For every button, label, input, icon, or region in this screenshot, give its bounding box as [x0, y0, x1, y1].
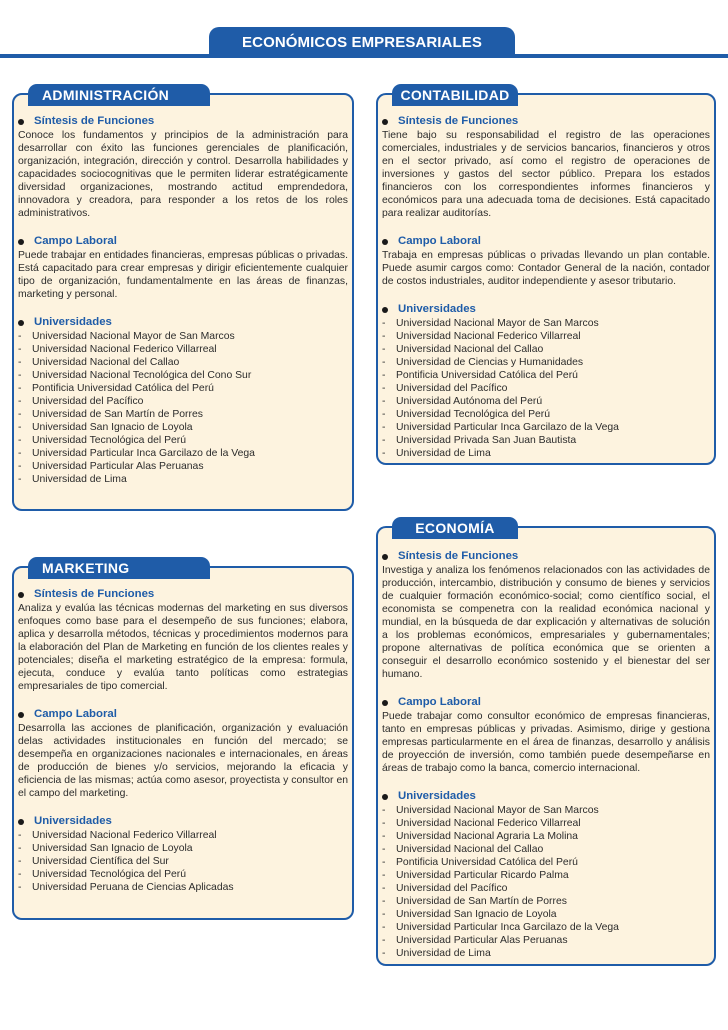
card-title-contabilidad: CONTABILIDAD [392, 84, 518, 106]
list-item [382, 934, 710, 947]
list-marker: - [382, 870, 386, 881]
page-title: ECONÓMICOS EMPRESARIALES [209, 27, 515, 57]
list-marker: - [382, 818, 386, 829]
university-name: Universidad de Ciencias y Humanidades [396, 357, 584, 368]
list-item [18, 829, 348, 842]
section-label: Universidades [398, 303, 476, 315]
university-name: Universidad Nacional del Callao [32, 357, 180, 368]
university-name: Universidad Autónoma del Perú [396, 396, 543, 407]
content-administracion [18, 114, 348, 486]
list-item [382, 869, 710, 882]
university-name: Universidad Nacional Mayor de San Marcos [32, 331, 235, 342]
section-heading-campo [18, 234, 348, 249]
list-marker: - [382, 448, 386, 459]
list-item [382, 330, 710, 343]
list-item [18, 855, 348, 868]
list-item [382, 356, 710, 369]
campo-text: Puede trabajar como consultor económico de empresas financieras, tanto en empresas públicas y privadas. Asimismo, dirige y gestiona empresas particularmente en el área de finanzas, desarrollo y análisis de proyección de inversión, como también puede desempeñarse en áreas de trabajo como la banca, comercio internacional. [382, 711, 710, 774]
university-name: Universidad Particular Inca Garcilazo de la Vega [396, 422, 619, 433]
list-marker: - [382, 909, 386, 920]
bullet-icon [382, 239, 388, 245]
content-economia [382, 549, 710, 960]
list-item [18, 395, 348, 408]
list-item [18, 343, 348, 356]
bullet-icon [18, 239, 24, 245]
university-list [382, 804, 710, 960]
list-item [382, 882, 710, 895]
list-marker: - [18, 856, 22, 867]
university-name: Universidad Nacional Tecnológica del Cono Sur [32, 370, 252, 381]
university-name: Universidad de San Martín de Porres [32, 409, 203, 420]
university-list [382, 317, 710, 460]
list-marker: - [18, 331, 22, 342]
list-marker: - [382, 396, 386, 407]
bullet-icon [18, 320, 24, 326]
university-name: Universidad de Lima [396, 448, 491, 459]
university-name: Universidad Nacional Agraria La Molina [396, 831, 578, 842]
list-marker: - [382, 331, 386, 342]
university-name: Universidad Nacional Mayor de San Marcos [396, 318, 599, 329]
section-label: Síntesis de Funciones [398, 550, 519, 562]
section-label: Campo Laboral [398, 235, 481, 247]
list-item [382, 382, 710, 395]
list-marker: - [18, 344, 22, 355]
card-title-administracion: ADMINISTRACIÓN [28, 84, 210, 106]
title-divider [0, 54, 728, 58]
list-marker: - [382, 435, 386, 446]
section-label: Universidades [34, 815, 112, 827]
section-label: Universidades [398, 790, 476, 802]
section-heading-sintesis [18, 114, 348, 129]
university-name: Universidad del Pacífico [396, 383, 508, 394]
content-contabilidad [382, 114, 710, 460]
list-item [18, 842, 348, 855]
section-heading-campo [382, 234, 710, 249]
list-item [382, 343, 710, 356]
university-name: Universidad San Ignacio de Loyola [32, 422, 193, 433]
university-name: Universidad Particular Ricardo Palma [396, 870, 569, 881]
list-marker: - [382, 805, 386, 816]
list-item [18, 408, 348, 421]
section-label: Campo Laboral [34, 708, 117, 720]
list-item [382, 856, 710, 869]
section-label: Síntesis de Funciones [34, 588, 155, 600]
list-marker: - [18, 396, 22, 407]
university-name: Universidad Nacional Federico Villarreal [396, 818, 581, 829]
university-name: Universidad Particular Inca Garcilazo de la Vega [32, 448, 255, 459]
list-marker: - [382, 857, 386, 868]
university-name: Universidad Particular Alas Peruanas [32, 461, 204, 472]
list-item [382, 895, 710, 908]
sintesis-text: Tiene bajo su responsabilidad el registro de las operaciones comerciales, industriales y de servicios bancarios, financieros y otros en el sector privado, así como el registro de operaciones de inversiones y gastos del sector público. Prepara los estados financieros con los correspondientes informes financieros y económicos para una adecuada toma de decisiones. Está capacitado para realizar auditorías. [382, 130, 710, 219]
list-marker: - [382, 318, 386, 329]
list-item [18, 330, 348, 343]
list-item [382, 421, 710, 434]
list-marker: - [18, 422, 22, 433]
university-name: Pontificia Universidad Católica del Perú [396, 370, 578, 381]
list-item [382, 804, 710, 817]
list-marker: - [18, 474, 22, 485]
list-item [382, 817, 710, 830]
section-heading-campo [18, 707, 348, 722]
sintesis-text: Investiga y analiza los fenómenos relacionados con las actividades de producción, intercambio, distribución y consumo de bienes y servicios de cualquier formación económico-social; como científico social, el economista se compenetra con la realidad económica nacional y mundial, en la búsqueda de dar explicación y alternativas de solución a los problemas económicos, empresariales y gubernamentales; propone alternativas de política económica que se orienten a conseguir el desarrollo económico sostenido y el bienestar del ser humano. [382, 565, 710, 680]
list-marker: - [382, 935, 386, 946]
list-marker: - [18, 461, 22, 472]
list-item [382, 843, 710, 856]
list-marker: - [18, 409, 22, 420]
university-name: Universidad Peruana de Ciencias Aplicadas [32, 882, 234, 893]
bullet-icon [18, 592, 24, 598]
list-marker: - [382, 383, 386, 394]
list-marker: - [382, 344, 386, 355]
university-name: Universidad San Ignacio de Loyola [396, 909, 557, 920]
list-item [382, 434, 710, 447]
bullet-icon [382, 307, 388, 313]
university-name: Universidad Tecnológica del Perú [32, 869, 187, 880]
list-marker: - [18, 383, 22, 394]
card-title-marketing: MARKETING [28, 557, 210, 579]
list-item [18, 460, 348, 473]
list-marker: - [18, 830, 22, 841]
list-item [18, 881, 348, 894]
list-marker: - [18, 843, 22, 854]
university-list [18, 829, 348, 894]
list-item [382, 395, 710, 408]
list-item [18, 473, 348, 486]
list-marker: - [382, 844, 386, 855]
university-name: Universidad Nacional del Callao [396, 844, 544, 855]
university-name: Universidad Particular Inca Garcilazo de la Vega [396, 922, 619, 933]
list-item [18, 421, 348, 434]
university-name: Universidad de San Martín de Porres [396, 896, 567, 907]
list-item [18, 356, 348, 369]
university-name: Universidad Tecnológica del Perú [32, 435, 187, 446]
list-item [382, 447, 710, 460]
section-heading-universidades [18, 315, 348, 330]
campo-text: Desarrolla las acciones de planificación, organización y evaluación delas actividades institucionales en función del mercado; se desempeña en organizaciones nacionales e internacionales, en áreas de producción de bienes y/o servicios, mejorando la eficacia y eficiencia de las mismas; actúa como asesor, proyectista y consultor en el campo del marketing. [18, 723, 348, 799]
list-item [18, 369, 348, 382]
section-heading-universidades [18, 814, 348, 829]
section-label: Universidades [34, 316, 112, 328]
list-item [18, 447, 348, 460]
section-label: Campo Laboral [34, 235, 117, 247]
bullet-icon [18, 712, 24, 718]
list-item [18, 868, 348, 881]
section-heading-sintesis [18, 587, 348, 602]
list-marker: - [382, 948, 386, 959]
university-name: Universidad Nacional Federico Villarreal [396, 331, 581, 342]
list-item [382, 947, 710, 960]
list-marker: - [18, 869, 22, 880]
section-label: Síntesis de Funciones [398, 115, 519, 127]
list-marker: - [18, 435, 22, 446]
list-marker: - [18, 882, 22, 893]
section-label: Síntesis de Funciones [34, 115, 155, 127]
university-name: Pontificia Universidad Católica del Perú [32, 383, 214, 394]
sintesis-text: Conoce los fundamentos y principios de la administración para desarrollar con éxito las funciones gerenciales de planificación, organización, integración, dirección y control. Desarrolla habilidades y capacidades sociocognitivas que le permiten liderar estratégicamente diversidad organizaciones, mostrando actitud emprendedora, innovadora y creadora, para responder a los retos de los roles administrativos. [18, 130, 348, 219]
card-title-economia: ECONOMÍA [392, 517, 518, 539]
university-name: Universidad Particular Alas Peruanas [396, 935, 568, 946]
list-marker: - [382, 883, 386, 894]
list-item [382, 830, 710, 843]
section-heading-universidades [382, 302, 710, 317]
list-item [382, 317, 710, 330]
university-name: Universidad Científica del Sur [32, 856, 169, 867]
bullet-icon [18, 819, 24, 825]
university-name: Universidad Tecnológica del Perú [396, 409, 551, 420]
bullet-icon [382, 700, 388, 706]
list-marker: - [18, 448, 22, 459]
section-heading-universidades [382, 789, 710, 804]
university-name: Universidad del Pacífico [396, 883, 508, 894]
campo-text: Puede trabajar en entidades financieras, empresas públicas o privadas. Está capacitado para crear empresas y dirigir eficientemente cualquier tipo de organización, fundamentalmente en las áreas de finanzas, marketing y personal. [18, 250, 348, 300]
university-name: Universidad San Ignacio de Loyola [32, 843, 193, 854]
bullet-icon [382, 794, 388, 800]
university-name: Universidad Nacional Mayor de San Marcos [396, 805, 599, 816]
university-name: Universidad Privada San Juan Bautista [396, 435, 577, 446]
list-item [382, 921, 710, 934]
section-label: Campo Laboral [398, 696, 481, 708]
university-name: Universidad Nacional Federico Villarreal [32, 830, 217, 841]
list-marker: - [382, 370, 386, 381]
university-name: Universidad Nacional Federico Villarreal [32, 344, 217, 355]
university-name: Universidad de Lima [32, 474, 127, 485]
list-marker: - [382, 831, 386, 842]
list-item [382, 908, 710, 921]
bullet-icon [382, 554, 388, 560]
sintesis-text: Analiza y evalúa las técnicas modernas del marketing en sus diversos enfoques como base para el desempeño de sus funciones; elabora, aplica y desarrolla métodos, técnicas y procedimientos modernos para la elaboración del Plan de Marketing en función de los clientes reales y potenciales; diseña el marketing estratégico de la empresa: formula, ejecuta, conduce y evalúa tanto políticas como estrategias empresariales de tipo comercial. [18, 603, 348, 692]
section-heading-sintesis [382, 549, 710, 564]
list-marker: - [382, 422, 386, 433]
list-item [382, 408, 710, 421]
university-name: Universidad de Lima [396, 948, 491, 959]
campo-text: Trabaja en empresas públicas o privadas llevando un plan contable. Puede asumir cargos como: Contador General de la nación, contador de costos industriales, auditor independiente y asesor tributario. [382, 250, 710, 287]
list-item [18, 434, 348, 447]
list-marker: - [382, 922, 386, 933]
list-marker: - [18, 370, 22, 381]
list-item [382, 369, 710, 382]
section-heading-campo [382, 695, 710, 710]
university-name: Universidad Nacional del Callao [396, 344, 544, 355]
list-item [18, 382, 348, 395]
content-marketing [18, 587, 348, 894]
list-marker: - [382, 357, 386, 368]
university-name: Universidad del Pacífico [32, 396, 144, 407]
list-marker: - [382, 896, 386, 907]
bullet-icon [382, 119, 388, 125]
list-marker: - [18, 357, 22, 368]
university-list [18, 330, 348, 486]
section-heading-sintesis [382, 114, 710, 129]
list-marker: - [382, 409, 386, 420]
university-name: Pontificia Universidad Católica del Perú [396, 857, 578, 868]
bullet-icon [18, 119, 24, 125]
